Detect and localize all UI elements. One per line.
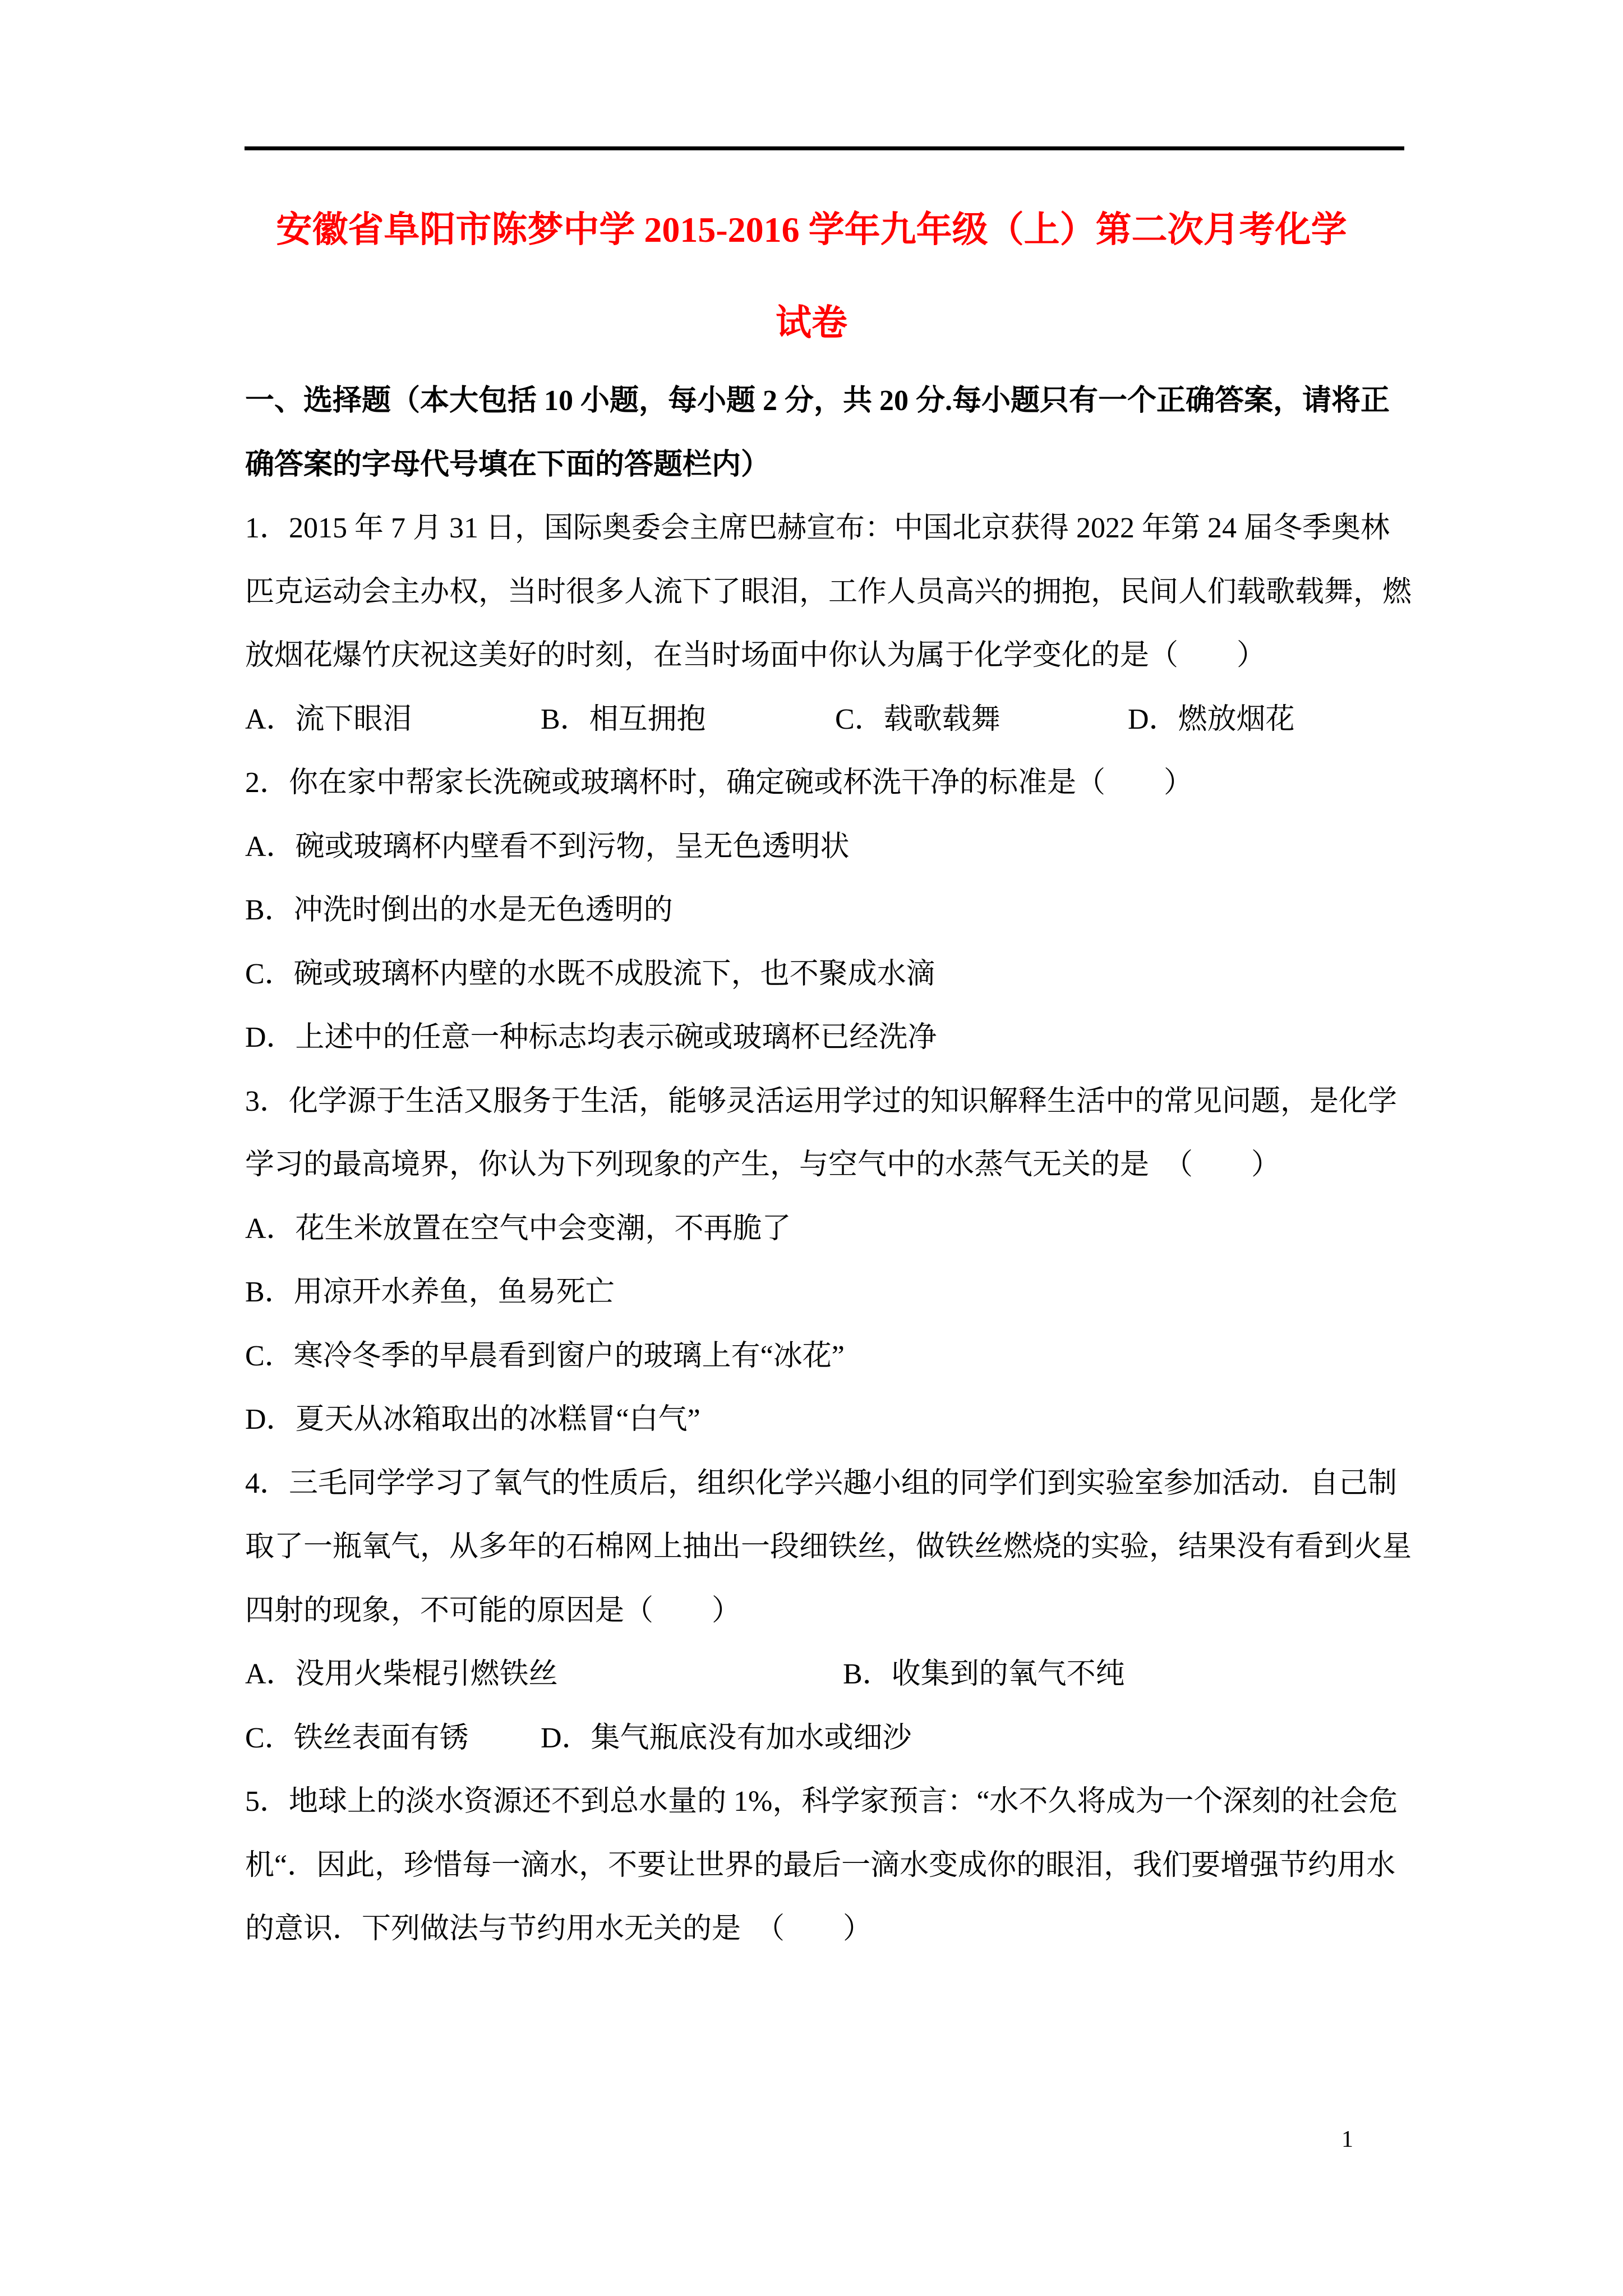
- question-5-stem-line-1: 5．地球上的淡水资源还不到总水量的 1%，科学家预言：“水不久将成为一个深刻的社会危: [245, 1786, 1398, 1818]
- question-1-options-row: [245, 688, 1440, 752]
- question-4-options-row-2: [245, 1706, 1440, 1770]
- question-4-stem-line-1: 4．三毛同学学习了氧气的性质后，组织化学兴趣小组的同学们到实验室参加活动．自己制: [245, 1467, 1398, 1499]
- question-1-option-a: A．流下眼泪: [245, 703, 412, 735]
- question-3-option-b: B．用凉开水养鱼，鱼易死亡: [245, 1276, 615, 1308]
- section-heading-line-2: 确答案的字母代号填在下面的答题栏内）: [245, 448, 771, 481]
- question-2-option-b: B．冲洗时倒出的水是无色透明的: [245, 894, 673, 926]
- document-body: [245, 369, 1440, 1961]
- page-number: 1: [1341, 2127, 1353, 2152]
- question-4-option-c: C．铁丝表面有锈: [245, 1722, 469, 1754]
- question-2-option-a: A．碗或玻璃杯内壁看不到污物，呈无色透明状: [245, 830, 850, 863]
- section-heading-line-1: 一、选择题（本大包括 10 小题，每小题 2 分，共 20 分.每小题只有一个正确答案，请将正: [245, 385, 1390, 417]
- question-4-option-a: A．没用火柴棍引燃铁丝: [245, 1658, 558, 1690]
- question-4-stem-line-2: 取了一瓶氧气，从多年的石棉网上抽出一段细铁丝，做铁丝燃烧的实验，结果没有看到火星: [245, 1531, 1412, 1563]
- question-2-option-d: D．上述中的任意一种标志均表示碗或玻璃杯已经洗净: [245, 1022, 937, 1053]
- question-4-option-b: B．收集到的氧气不纯: [843, 1658, 1125, 1690]
- header-rule: [245, 146, 1404, 150]
- question-3-option-a: A．花生米放置在空气中会变潮，不再脆了: [245, 1212, 791, 1245]
- question-5-stem-line-2: 机“．因此，珍惜每一滴水，不要让世界的最后一滴水变成你的眼泪，我们要增强节约用水: [245, 1849, 1396, 1881]
- question-1-stem-line-3: 放烟花爆竹庆祝这美好的时刻，在当时场面中你认为属于化学变化的是（ ）: [245, 639, 1266, 671]
- question-4-options-row-1: [245, 1642, 1440, 1706]
- title-line-2: 试卷: [776, 303, 847, 343]
- question-3-option-c: C．寒冷冬季的早晨看到窗户的玻璃上有“冰花”: [245, 1340, 845, 1372]
- question-3-option-d: D．夏天从冰箱取出的冰糕冒“白气”: [245, 1404, 700, 1435]
- title-line-1: 安徽省阜阳市陈梦中学 2015-2016 学年九年级（上）第二次月考化学: [276, 210, 1347, 250]
- question-1-option-c: C．载歌载舞: [835, 703, 1000, 735]
- question-5-stem-line-3: 的意识．下列做法与节约用水无关的是 （ ）: [245, 1913, 873, 1945]
- question-3-stem-line-2: 学习的最高境界，你认为下列现象的产生，与空气中的水蒸气无关的是 （ ）: [245, 1149, 1281, 1181]
- question-4-option-d: D．集气瓶底没有加水或细沙: [541, 1722, 912, 1754]
- question-2-option-c: C．碗或玻璃杯内壁的水既不成股流下，也不聚成水滴: [245, 958, 935, 990]
- question-1-stem-line-1: 1．2015 年 7 月 31 日，国际奥委会主席巴赫宣布：中国北京获得 2022 年第 24 届冬季奥林: [245, 512, 1390, 544]
- question-1-option-d: D．燃放烟花: [1128, 703, 1295, 735]
- question-4-stem-line-3: 四射的现象，不可能的原因是（ ）: [245, 1594, 741, 1627]
- question-2-stem-line-1: 2．你在家中帮家长洗碗或玻璃杯时，确定碗或杯洗干净的标准是（ ）: [245, 767, 1193, 799]
- question-1-stem-line-2: 匹克运动会主办权，当时很多人流下了眼泪，工作人员高兴的拥抱，民间人们载歌载舞，燃: [245, 576, 1412, 608]
- document-title: [0, 183, 1623, 370]
- question-3-stem-line-1: 3．化学源于生活又服务于生活，能够灵活运用学过的知识解释生活中的常见问题，是化学: [245, 1085, 1398, 1117]
- question-1-option-b: B．相互拥抱: [541, 703, 706, 735]
